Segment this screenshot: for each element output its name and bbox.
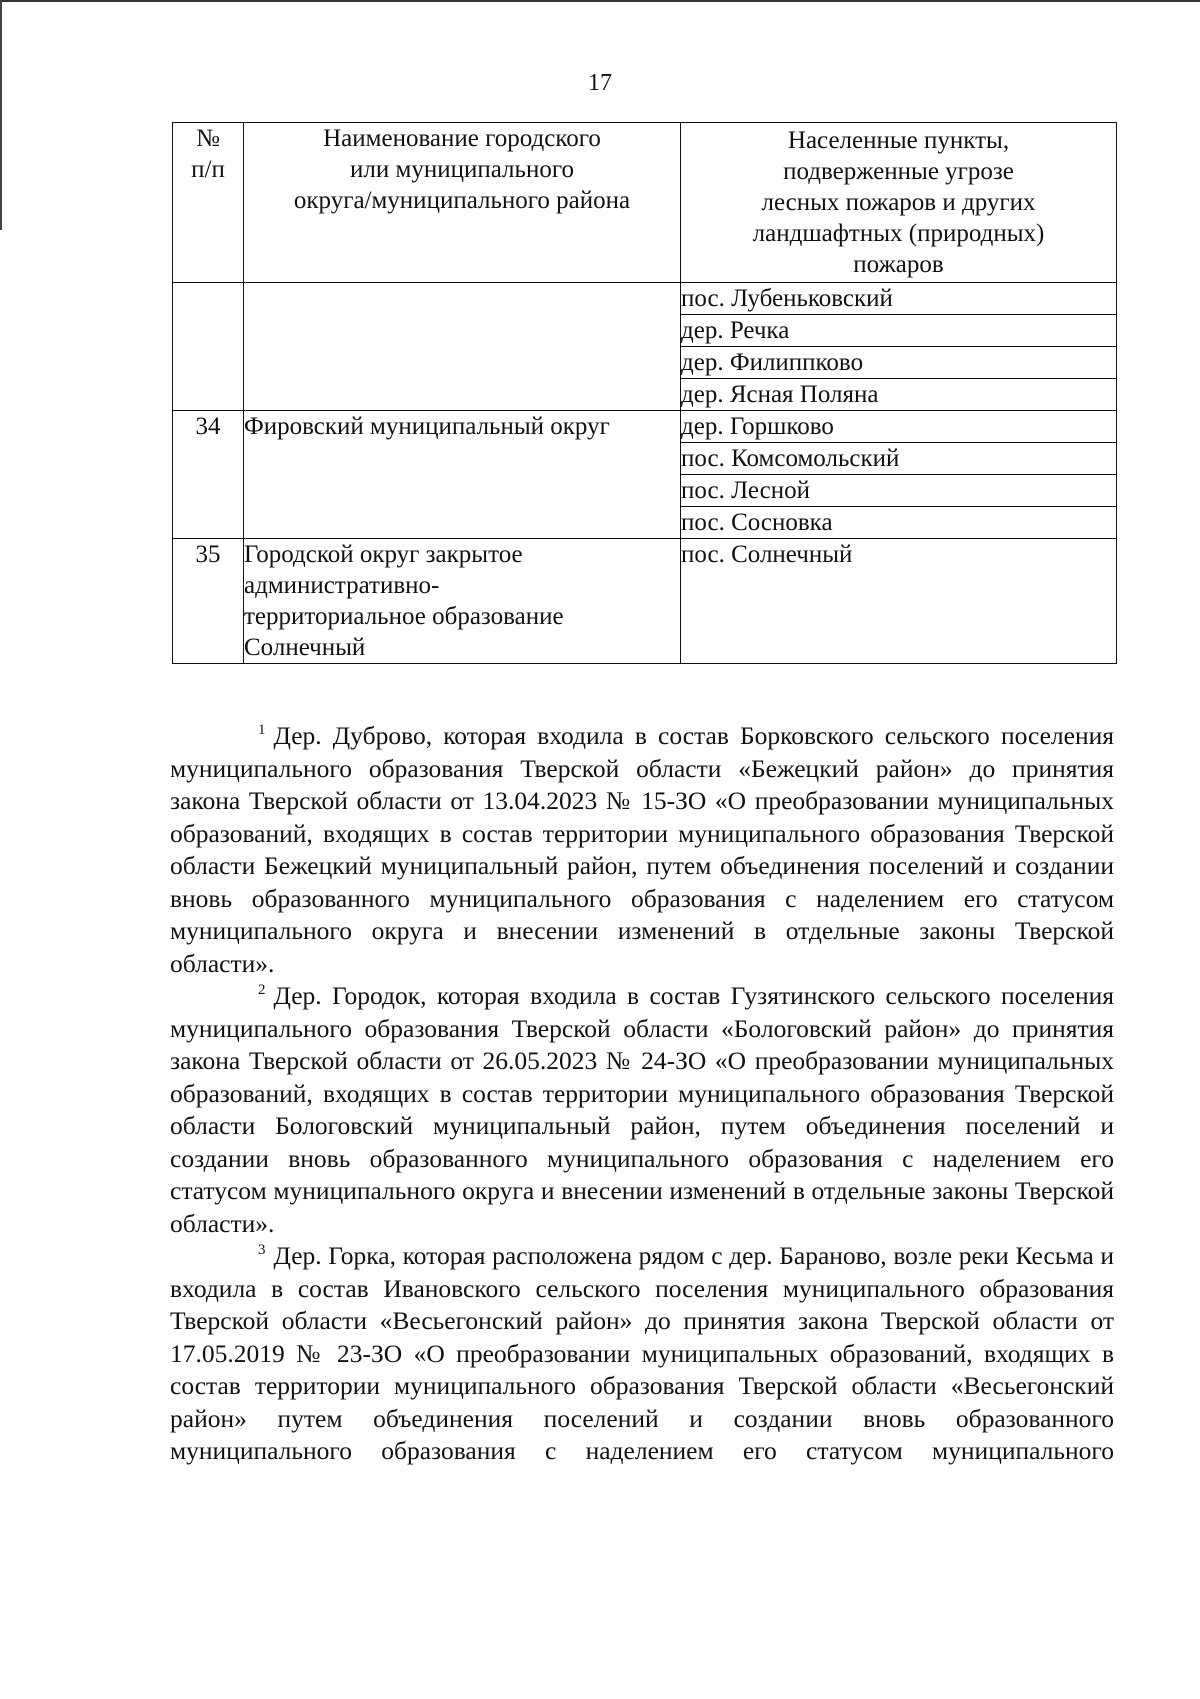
header-line: лесных пожаров и других: [761, 189, 1036, 216]
table-row: [173, 411, 1117, 443]
footnote: [170, 980, 1114, 1240]
row-name: [244, 411, 681, 539]
name-line: территориальное образование: [244, 603, 564, 630]
table-row: [173, 283, 1117, 315]
settlement-cell: пос. Солнечный: [681, 539, 1117, 664]
settlement-cell: дер. Речка: [681, 315, 1117, 347]
header-line: Населенные пункты,: [787, 127, 1010, 154]
footnotes: [170, 720, 1114, 1468]
settlements-table: [172, 122, 1117, 664]
header-line: Наименование городского: [323, 125, 601, 152]
row-num: 34: [173, 411, 244, 539]
header-line: п/п: [191, 156, 225, 183]
footnote-marker: 1: [258, 722, 266, 738]
settlement-cell: дер. Ясная Поляна: [681, 379, 1117, 411]
row-name: [244, 539, 681, 664]
name-line: Фировский муниципальный округ: [244, 413, 610, 440]
footnote-text: Дер. Дуброво, которая входила в состав Борковского сельского поселения муниципального образования Тверской области «Бежецкий район» до принятия закона Тверской области от 13.04.2023 № 15-ЗО «О преобразовании муниципальных образований, входящих в состав территории муниципального образования Тверской области Бежецкий муниципальный район, путем объединения поселений и создании вновь образованного муниципального образования с наделением его статусом муниципального округа и внесении изменений в отдельные законы Тверской области».: [170, 721, 1114, 978]
footnote-marker: 3: [258, 1242, 266, 1258]
scan-edge-left: [0, 0, 2, 230]
row-num: [173, 283, 244, 411]
footnote-text: Дер. Горка, которая расположена рядом с дер. Бараново, возле реки Кесьма и входила в состав Ивановского сельского поселения муниципального образования Тверской области «Весьегонский район» до принятия закона Тверской области от 17.05.2019 № 23-ЗО «О преобразовании муниципальных образований, входящих в состав территории муниципального образования Тверской области «Весьегонский район» путем объединения поселений и создании вновь образованного муниципального образования с наделением его статусом муниципального: [170, 1241, 1114, 1465]
footnote-marker: 2: [258, 982, 266, 998]
header-line: подверженные угрозе: [783, 158, 1014, 185]
row-num: 35: [173, 539, 244, 664]
header-num: [173, 123, 244, 283]
header-settlements: [681, 123, 1117, 283]
footnote: [170, 1240, 1114, 1468]
table-header-row: [173, 123, 1117, 283]
name-line: административно-: [244, 572, 440, 599]
row-name: [244, 283, 681, 411]
header-line: или муниципального: [350, 156, 574, 183]
header-line: пожаров: [853, 251, 944, 278]
scan-edge-top: [0, 0, 1200, 2]
settlement-cell: дер. Филиппково: [681, 347, 1117, 379]
header-line: №: [196, 125, 220, 152]
footnote: [170, 720, 1114, 980]
page-number: 17: [588, 70, 612, 96]
settlement-cell: дер. Горшково: [681, 411, 1117, 443]
settlement-cell: пос. Сосновка: [681, 507, 1117, 539]
footnote-text: Дер. Городок, которая входила в состав Гузятинского сельского поселения муниципального образования Тверской области «Бологовский район» до принятия закона Тверской области от 26.05.2023 № 24-ЗО «О преобразовании муниципальных образований, входящих в состав территории муниципального образования Тверской области Бологовский муниципальный район, путем объединения поселений и создании вновь образованного муниципального образования с наделением его статусом муниципального округа и внесении изменений в отдельные законы Тверской области».: [170, 981, 1114, 1238]
header-line: округа/муниципального района: [293, 187, 631, 214]
settlement-cell: пос. Комсомольский: [681, 443, 1117, 475]
name-line: Солнечный: [244, 634, 366, 661]
name-line: Городской округ закрытое: [244, 541, 523, 568]
header-line: ландшафтных (природных): [752, 220, 1045, 247]
header-name: [244, 123, 681, 283]
settlement-cell: пос. Лесной: [681, 475, 1117, 507]
table-row: [173, 539, 1117, 664]
settlement-cell: пос. Лубеньковский: [681, 283, 1117, 315]
